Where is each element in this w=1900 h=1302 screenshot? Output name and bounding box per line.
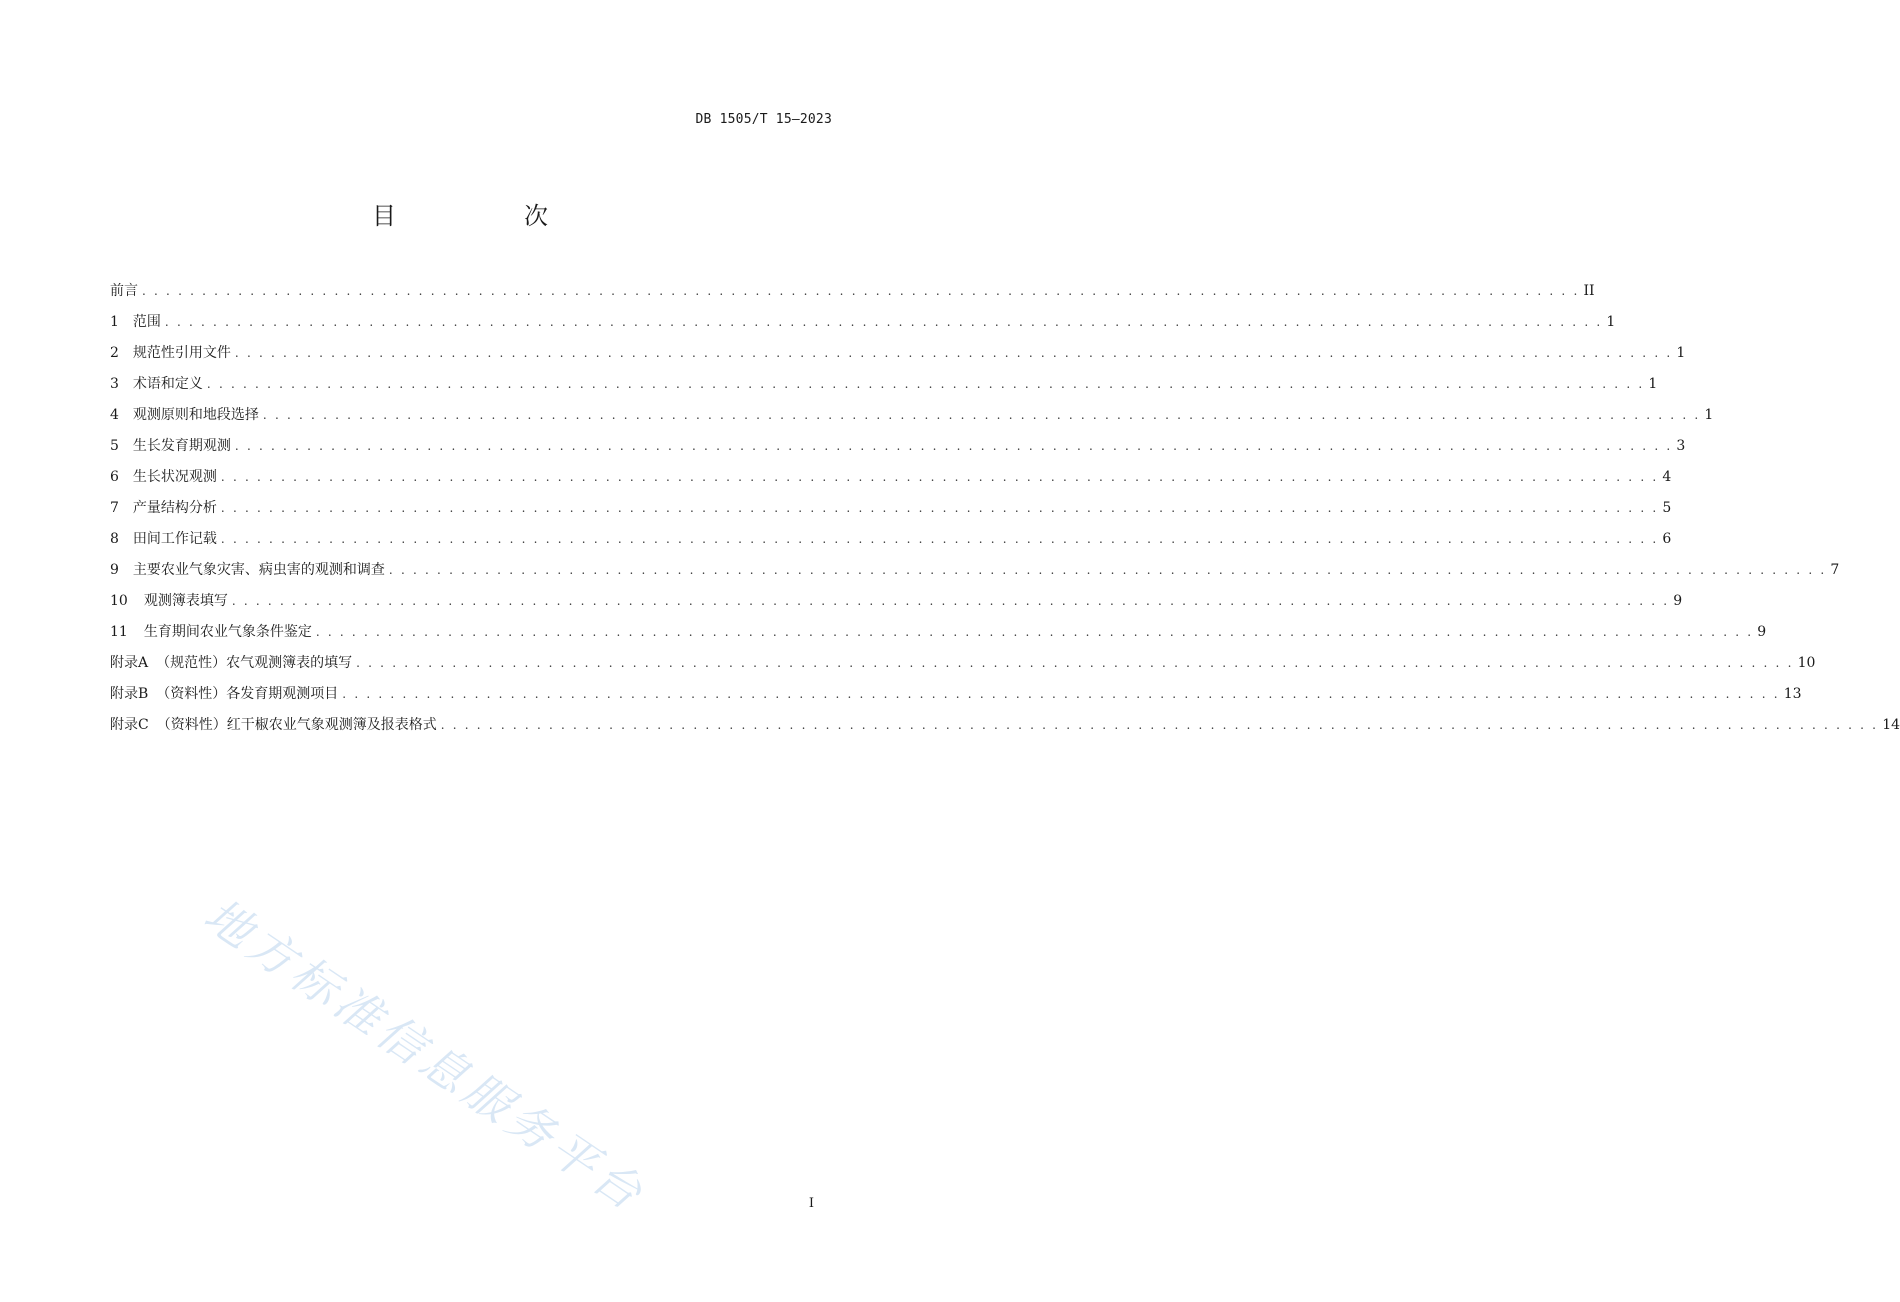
toc-entry[interactable] — [110, 683, 1802, 714]
toc-entry-page: 4 — [1662, 469, 1672, 485]
toc-entry-number: 11 — [110, 624, 128, 640]
toc-entry-page: 9 — [1673, 593, 1683, 609]
toc-entry[interactable] — [110, 559, 1840, 590]
toc-leader-dots: . . . . . . . . . . . . . . . . . . . . . . . . . . . . . . . . . . . . . . . . . . . . . . . . . . . . . . . . . . . . . . . . . . . . . . . . . . . . . . . . . . . . . . . . . . . . . . . . . . . . . . . . . . . . . . . . . . . . . . . . — [356, 656, 1794, 670]
toc-entry-title: （资料性）红干椒农业气象观测簿及报表格式 — [156, 717, 437, 733]
toc-entry[interactable] — [110, 528, 1672, 559]
toc-entry-title: 术语和定义 — [132, 376, 203, 392]
toc-entry[interactable] — [110, 590, 1683, 621]
document-code: DB 1505/T 15—2023 — [695, 112, 832, 127]
toc-entry-title: （资料性）各发育期观测项目 — [156, 686, 339, 702]
toc-leader-dots: . . . . . . . . . . . . . . . . . . . . . . . . . . . . . . . . . . . . . . . . . . . . . . . . . . . . . . . . . . . . . . . . . . . . . . . . . . . . . . . . . . . . . . . . . . . . . . . . . . . . . . . . . . . . . . . . . . . . . . . . — [206, 377, 1645, 391]
toc-entry-number: 附录A — [110, 655, 149, 671]
toc-entry[interactable] — [110, 497, 1672, 528]
toc-entry-title: （规范性）农气观测簿表的填写 — [156, 655, 353, 671]
toc-leader-dots: . . . . . . . . . . . . . . . . . . . . . . . . . . . . . . . . . . . . . . . . . . . . . . . . . . . . . . . . . . . . . . . . . . . . . . . . . . . . . . . . . . . . . . . . . . . . . . . . . . . . . . . . . . . . . . . . . . . . . . . . — [342, 687, 1780, 701]
toc-leader-dots: . . . . . . . . . . . . . . . . . . . . . . . . . . . . . . . . . . . . . . . . . . . . . . . . . . . . . . . . . . . . . . . . . . . . . . . . . . . . . . . . . . . . . . . . . . . . . . . . . . . . . . . . . . . . . . . . . . . . . . . . — [315, 625, 1754, 639]
toc-entry-number: 3 — [110, 376, 119, 392]
toc-entry[interactable] — [110, 621, 1767, 652]
toc-entry-title: 生育期间农业气象条件鉴定 — [143, 624, 312, 640]
page-title: 目 次 — [372, 202, 600, 230]
toc-leader-dots: . . . . . . . . . . . . . . . . . . . . . . . . . . . . . . . . . . . . . . . . . . . . . . . . . . . . . . . . . . . . . . . . . . . . . . . . . . . . . . . . . . . . . . . . . . . . . . . . . . . . . . . . . . . . . . . . . . . . . . . . — [388, 563, 1827, 577]
toc-entry-title: 田间工作记载 — [132, 531, 217, 547]
toc-entry[interactable] — [110, 652, 1816, 683]
watermark: 地方标准信息服务平台 — [194, 887, 657, 1224]
toc-leader-dots: . . . . . . . . . . . . . . . . . . . . . . . . . . . . . . . . . . . . . . . . . . . . . . . . . . . . . . . . . . . . . . . . . . . . . . . . . . . . . . . . . . . . . . . . . . . . . . . . . . . . . . . . . . . . . . . . . . . . . . . . — [220, 470, 1659, 484]
toc-entry-page: 1 — [1648, 376, 1658, 392]
toc-entry-page: 7 — [1830, 562, 1840, 578]
toc-leader-dots: . . . . . . . . . . . . . . . . . . . . . . . . . . . . . . . . . . . . . . . . . . . . . . . . . . . . . . . . . . . . . . . . . . . . . . . . . . . . . . . . . . . . . . . . . . . . . . . . . . . . . . . . . . . . . . . . . . . . . . . . — [234, 346, 1673, 360]
toc-entry-title: 规范性引用文件 — [132, 345, 231, 361]
toc-leader-dots: . . . . . . . . . . . . . . . . . . . . . . . . . . . . . . . . . . . . . . . . . . . . . . . . . . . . . . . . . . . . . . . . . . . . . . . . . . . . . . . . . . . . . . . . . . . . . . . . . . . . . . . . . . . . . . . . . . . . . . . . — [234, 439, 1673, 453]
toc-entry[interactable] — [110, 466, 1672, 497]
table-of-contents — [110, 280, 1900, 745]
toc-leader-dots: . . . . . . . . . . . . . . . . . . . . . . . . . . . . . . . . . . . . . . . . . . . . . . . . . . . . . . . . . . . . . . . . . . . . . . . . . . . . . . . . . . . . . . . . . . . . . . . . . . . . . . . . . . . . . . . . . . . . . . . . — [262, 408, 1701, 422]
toc-entry[interactable] — [110, 280, 1595, 311]
toc-entry-number: 8 — [110, 531, 119, 547]
toc-entry-page: 1 — [1704, 407, 1714, 423]
toc-entry-title: 观测簿表填写 — [143, 593, 228, 609]
toc-entry-number: 1 — [110, 314, 119, 330]
toc-entry[interactable] — [110, 311, 1616, 342]
toc-entry[interactable] — [110, 342, 1686, 373]
toc-entry-number: 10 — [110, 593, 128, 609]
page-number: I — [808, 1196, 814, 1211]
toc-leader-dots: . . . . . . . . . . . . . . . . . . . . . . . . . . . . . . . . . . . . . . . . . . . . . . . . . . . . . . . . . . . . . . . . . . . . . . . . . . . . . . . . . . . . . . . . . . . . . . . . . . . . . . . . . . . . . . . . . . . . . . . . — [220, 532, 1659, 546]
toc-entry-page: 14 — [1882, 717, 1900, 733]
toc-entry-number: 9 — [110, 562, 119, 578]
toc-entry-title: 前言 — [110, 283, 138, 299]
toc-entry-title: 主要农业气象灾害、病虫害的观测和调查 — [132, 562, 385, 578]
toc-entry[interactable] — [110, 404, 1714, 435]
toc-entry[interactable] — [110, 373, 1658, 404]
toc-entry-number: 附录B — [110, 686, 149, 702]
toc-entry-page: 3 — [1676, 438, 1686, 454]
toc-entry-title: 范围 — [132, 314, 161, 330]
toc-leader-dots: . . . . . . . . . . . . . . . . . . . . . . . . . . . . . . . . . . . . . . . . . . . . . . . . . . . . . . . . . . . . . . . . . . . . . . . . . . . . . . . . . . . . . . . . . . . . . . . . . . . . . . . . . . . . . . . . . . . . . . . . — [440, 718, 1879, 732]
toc-entry-page: 1 — [1606, 314, 1616, 330]
toc-leader-dots: . . . . . . . . . . . . . . . . . . . . . . . . . . . . . . . . . . . . . . . . . . . . . . . . . . . . . . . . . . . . . . . . . . . . . . . . . . . . . . . . . . . . . . . . . . . . . . . . . . . . . . . . . . . . . . . . . . . . . . . . — [164, 315, 1603, 329]
toc-entry-page: 1 — [1676, 345, 1686, 361]
toc-entry-page: 5 — [1662, 500, 1672, 516]
toc-entry-page: 6 — [1662, 531, 1672, 547]
toc-entry-title: 生长发育期观测 — [132, 438, 231, 454]
toc-entry-number: 附录C — [110, 717, 149, 733]
toc-entry[interactable] — [110, 714, 1900, 745]
toc-entry-title: 产量结构分析 — [132, 500, 217, 516]
toc-entry-page: II — [1583, 283, 1595, 299]
toc-leader-dots: . . . . . . . . . . . . . . . . . . . . . . . . . . . . . . . . . . . . . . . . . . . . . . . . . . . . . . . . . . . . . . . . . . . . . . . . . . . . . . . . . . . . . . . . . . . . . . . . . . . . . . . . . . . . . . . . . . . . . . . . — [220, 501, 1659, 515]
toc-entry-page: 13 — [1783, 686, 1802, 702]
toc-entry-number: 4 — [110, 407, 119, 423]
toc-entry-page: 10 — [1797, 655, 1816, 671]
toc-entry-number: 7 — [110, 500, 119, 516]
toc-entry-title: 生长状况观测 — [132, 469, 217, 485]
toc-leader-dots: . . . . . . . . . . . . . . . . . . . . . . . . . . . . . . . . . . . . . . . . . . . . . . . . . . . . . . . . . . . . . . . . . . . . . . . . . . . . . . . . . . . . . . . . . . . . . . . . . . . . . . . . . . . . . . . . . . . . . . . . — [231, 594, 1670, 608]
toc-entry-page: 9 — [1757, 624, 1767, 640]
toc-entry-title: 观测原则和地段选择 — [132, 407, 259, 423]
toc-leader-dots: . . . . . . . . . . . . . . . . . . . . . . . . . . . . . . . . . . . . . . . . . . . . . . . . . . . . . . . . . . . . . . . . . . . . . . . . . . . . . . . . . . . . . . . . . . . . . . . . . . . . . . . . . . . . . . . . . . . . . . . . — [142, 284, 1580, 298]
toc-entry[interactable] — [110, 435, 1686, 466]
toc-entry-number: 6 — [110, 469, 119, 485]
toc-entry-number: 2 — [110, 345, 119, 361]
toc-entry-number: 5 — [110, 438, 119, 454]
